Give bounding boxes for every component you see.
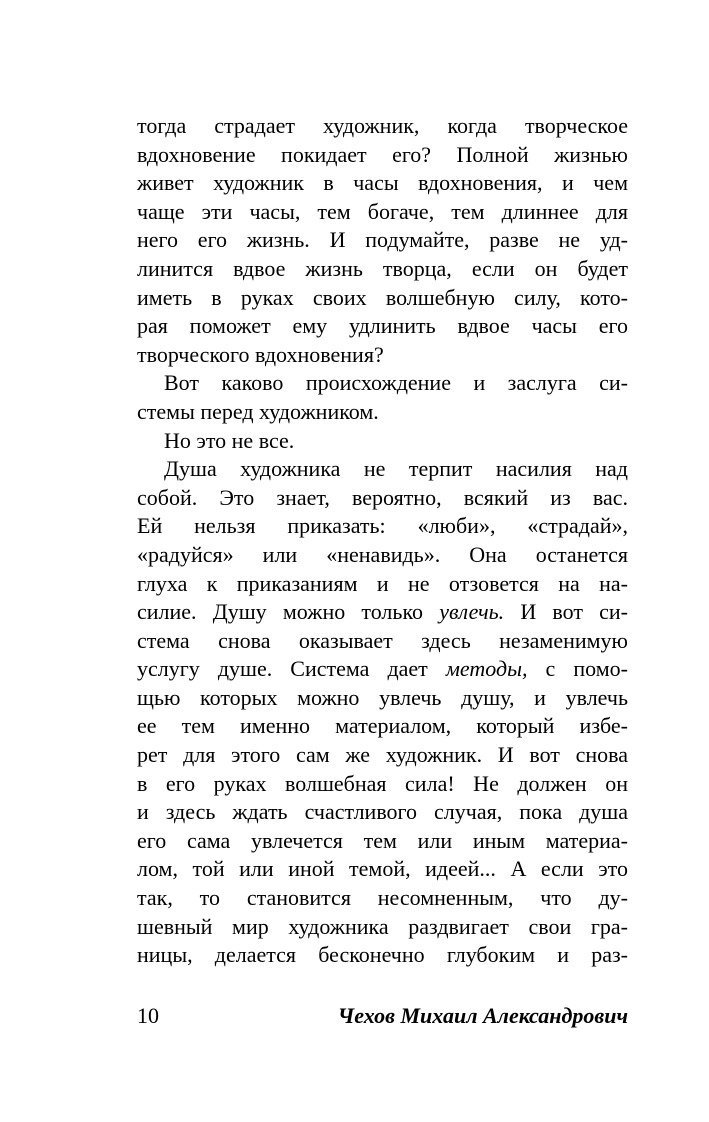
text-line [137,741,628,770]
text-line [137,226,628,255]
text-segment: Душа художника не терпит насилия над [164,456,628,482]
text-line [137,827,628,856]
text-line [137,484,628,513]
text-line [137,512,628,541]
text-line [137,398,628,427]
text-line [137,169,628,198]
text-segment: ее тем именно материалом, который избе- [137,713,628,739]
text-segment: стема снова оказывает здесь незаменимую [137,627,628,653]
text-line [137,855,628,884]
page-number: 10 [137,1003,159,1028]
text-line [137,627,628,656]
text-line [137,655,628,684]
text-segment: ницы, делается бесконечно глубоким и раз- [137,942,628,968]
text-line [137,941,628,970]
text-segment: шевный мир художника раздвигает свои гра- [137,913,628,939]
text-line [137,541,628,570]
text-line [137,798,628,827]
text-segment: рет для этого сам же художник. И вот снова [137,742,628,768]
text-segment: рая поможет ему удлинить вдвое часы его [137,313,628,339]
text-line [137,598,628,627]
text-segment: вдохновение покидает его? Полной жизнью [137,141,628,167]
text-line [137,770,628,799]
text-line [137,570,628,599]
text-line [137,141,628,170]
text-line [137,884,628,913]
text-segment: иметь в руках своих волшебную силу, кото- [137,284,628,310]
text-line [137,684,628,713]
text-line [137,255,628,284]
text-segment: него его жизнь. И подумайте, разве не уд- [137,227,628,253]
text-segment: лом, той или иной темой, идеей... А если это [137,856,628,882]
text-segment: так, то становится несомненным, что ду- [137,885,628,911]
text-line [137,198,628,227]
text-segment: глуха к приказаниям и не отзовется на на- [137,570,628,596]
text-line [137,312,628,341]
text-segment: его сама увлечется тем или иным материа- [137,827,628,853]
text-line [137,369,628,398]
text-line [137,913,628,942]
text-segment: линится вдвое жизнь творца, если он будет [137,255,628,281]
text-segment: щью которых можно увлечь душу, и увлечь [137,684,628,710]
text-line [137,112,628,141]
emphasized-text: увлечь. [439,599,505,625]
page-footer [137,1002,628,1030]
text-segment: в его руках волшебная сила! Не должен он [137,770,628,796]
text-line [137,284,628,313]
text-segment: силие. Душу можно только [137,599,440,625]
text-segment: чаще эти часы, тем богаче, тем длиннее для [137,198,628,224]
running-title: Чехов Михаил Александрович [337,1003,628,1028]
text-line [137,712,628,741]
text-segment: «радуйся» или «ненавидь». Она останется [137,541,628,567]
text-segment: живет художник в часы вдохновения, и чем [137,170,628,196]
body-text [137,112,628,970]
text-line [137,455,628,484]
emphasized-text: методы, [445,656,528,682]
text-segment: тогда страдает художник, когда творческое [137,113,628,138]
text-segment: творческого вдохновения? [137,341,384,367]
text-segment: с помо- [527,656,628,682]
text-segment: и здесь ждать счастливого случая, пока душа [137,799,628,825]
text-segment: Ей нельзя приказать: «люби», «страдай», [137,513,628,539]
text-segment: собой. Это знает, вероятно, всякий из вас. [137,484,628,510]
text-segment: стемы перед художником. [137,398,379,424]
text-segment: услугу душе. Система дает [137,656,446,682]
text-segment: И вот си- [504,599,628,625]
text-line [137,427,628,456]
text-segment: Но это не все. [164,427,295,453]
text-segment: Вот каково происхождение и заслуга си- [164,370,628,396]
text-line [137,341,628,370]
